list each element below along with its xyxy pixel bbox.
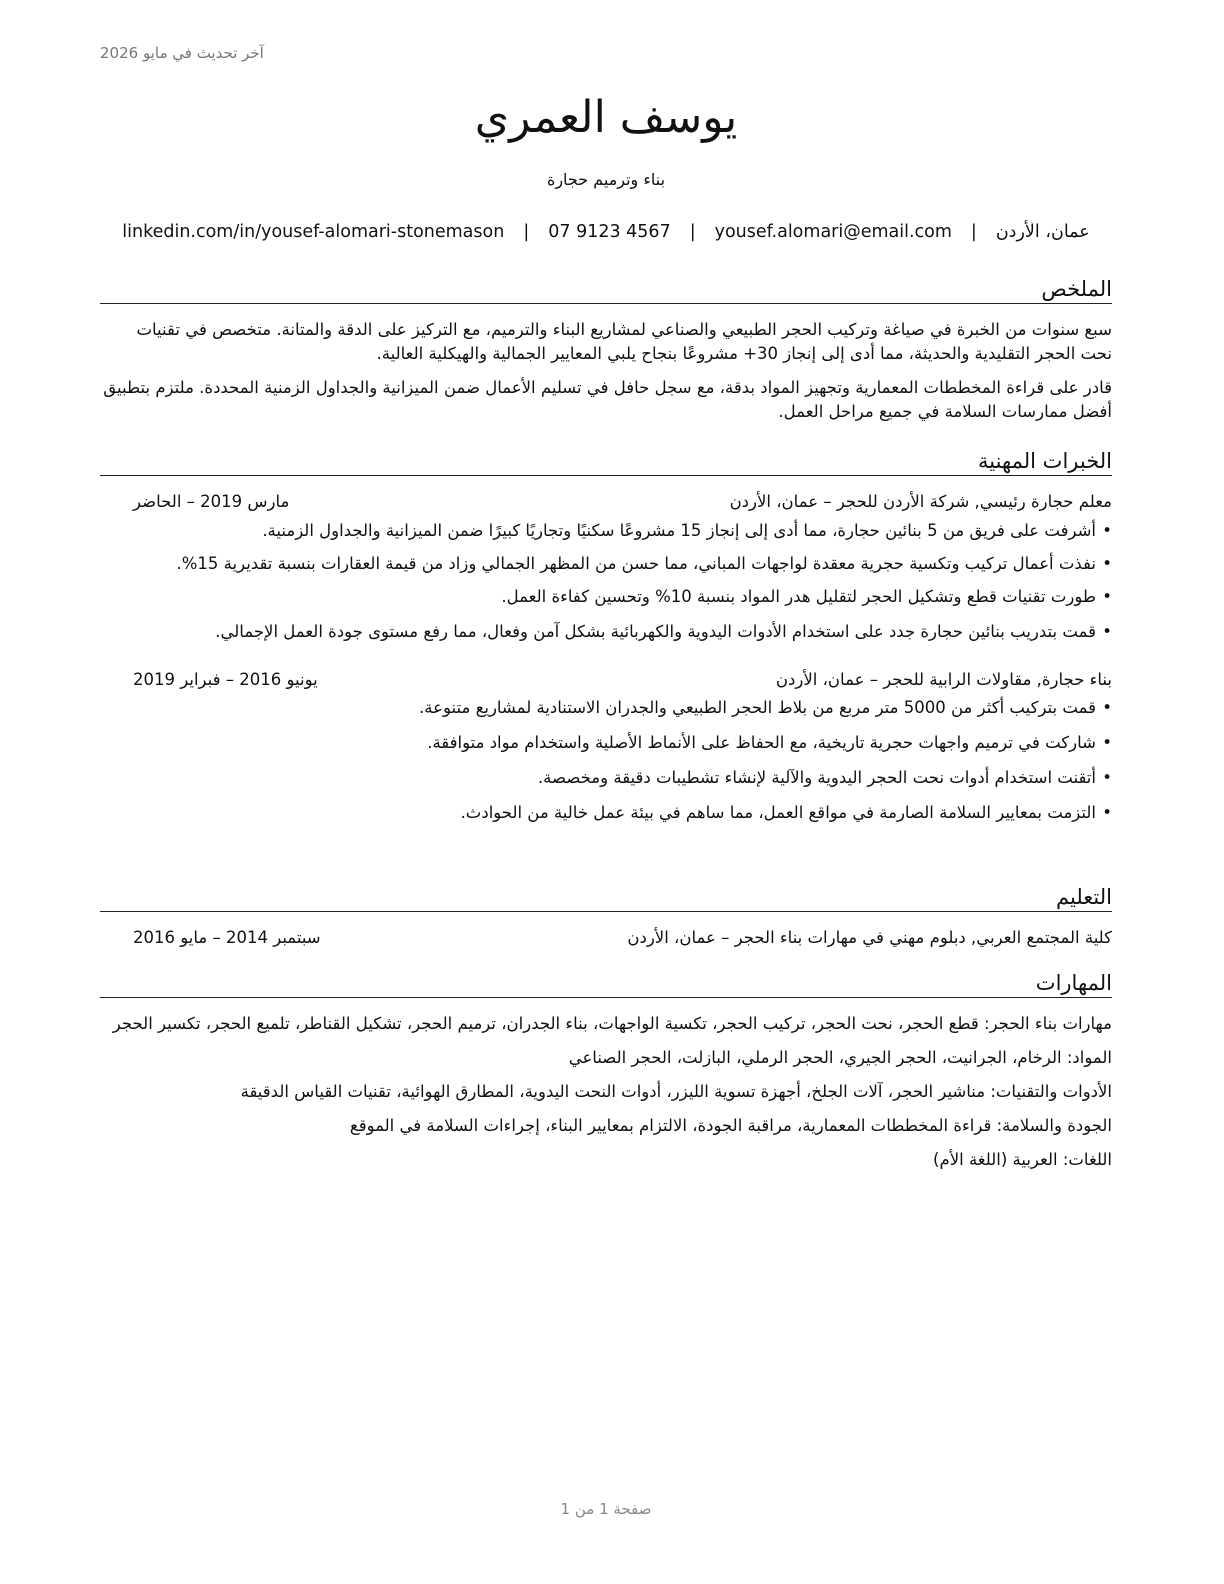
skills-line: اللغات: العربية (اللغة الأم) xyxy=(933,1150,1112,1170)
summary-heading: الملخص xyxy=(100,276,1112,304)
skills-line: المواد: الرخام، الجرانيت، الحجر الجيري، الحجر الرملي، البازلت، الحجر الصناعي xyxy=(568,1048,1112,1068)
contact-email[interactable]: yousef.alomari@email.com xyxy=(714,222,952,242)
experience-heading: الخبرات المهنية xyxy=(100,448,1112,476)
education-school-degree: كلية المجتمع العربي, دبلوم مهني في مهارات بناء الحجر – عمان، الأردن xyxy=(627,928,1112,948)
skills-heading: المهارات xyxy=(100,970,1112,998)
skills-line: الجودة والسلامة: قراءة المخططات المعمارية، مراقبة الجودة، الالتزام بمعايير البناء، إجراءات السلامة في الموقع xyxy=(349,1116,1112,1136)
education-entry xyxy=(100,926,1112,950)
bullet-item: • نفذت أعمال تركيب وتكسية حجرية معقدة لواجهات المباني، مما حسن من المظهر الجمالي وزاد من قيمة العقارات بنسبة تقديرية 15%. xyxy=(100,552,1112,576)
skills-section xyxy=(100,970,1112,1172)
job-dates: يونيو 2016 – فبراير 2019 xyxy=(133,670,318,690)
summary-paragraph: قادر على قراءة المخططات المعمارية وتجهيز المواد بدقة، مع سجل حافل في تسليم الأعمال ضمن الميزانية والجداول الزمنية المحددة. ملتزم بتطبيق أفضل ممارسات السلامة في جميع مراحل العمل. xyxy=(103,378,1112,422)
page-number: صفحة 1 من 1 xyxy=(560,1500,652,1518)
bullet-item: • شاركت في ترميم واجهات حجرية تاريخية، مع الحفاظ على الأنماط الأصلية واستخدام مواد متوافقة. xyxy=(100,731,1112,755)
job-title-company: بناء حجارة, مقاولات الرابية للحجر – عمان، الأردن xyxy=(775,670,1112,690)
experience-section xyxy=(100,448,1112,825)
job-entry xyxy=(100,490,1112,644)
job-header xyxy=(100,668,1112,692)
contact-phone[interactable]: 07 9123 4567 xyxy=(548,222,671,242)
job-title-company: معلم حجارة رئيسي, شركة الأردن للحجر – عمان، الأردن xyxy=(729,492,1112,512)
last-updated-note: آخر تحديث في مايو 2026 xyxy=(100,44,264,62)
bullet-item: • أتقنت استخدام أدوات نحت الحجر اليدوية والآلية لإنشاء تشطيبات دقيقة ومخصصة. xyxy=(100,766,1112,790)
education-section xyxy=(100,884,1112,950)
job-entry xyxy=(100,668,1112,825)
bullet-item: • طورت تقنيات قطع وتشكيل الحجر لتقليل هدر المواد بنسبة 10% وتحسين كفاءة العمل. xyxy=(100,585,1112,609)
bullet-item: • قمت بتدريب بنائين حجارة جدد على استخدام الأدوات اليدوية والكهربائية بشكل آمن وفعال، مما رفع مستوى جودة العمل الإجمالي. xyxy=(100,620,1112,644)
education-heading: التعليم xyxy=(100,884,1112,912)
contact-separator: | xyxy=(970,222,977,242)
candidate-name: يوسف العمري xyxy=(474,92,738,143)
skills-line: الأدوات والتقنيات: مناشير الحجر، آلات الجلخ، أجهزة تسوية الليزر، أدوات النحت اليدوية، المطارق الهوائية، تقنيات القياس الدقيقة xyxy=(240,1082,1112,1102)
job-dates: مارس 2019 – الحاضر xyxy=(133,492,290,512)
candidate-title: بناء وترميم حجارة xyxy=(546,170,666,189)
education-dates: سبتمبر 2014 – مايو 2016 xyxy=(133,928,321,948)
bullet-item: • التزمت بمعايير السلامة الصارمة في مواقع العمل، مما ساهم في بيئة عمل خالية من الحوادث. xyxy=(100,801,1112,825)
job-bullets xyxy=(100,696,1112,825)
bullet-item: • أشرفت على فريق من 5 بنائين حجارة، مما أدى إلى إنجاز 15 مشروعًا سكنيًا وتجاريًا كبيرًا ضمن الميزانية والجداول الزمنية. xyxy=(100,519,1112,543)
job-bullets xyxy=(100,519,1112,644)
resume-page xyxy=(100,0,1112,1584)
contact-separator: | xyxy=(689,222,696,242)
contact-line xyxy=(100,222,1112,242)
job-header xyxy=(100,490,1112,514)
bullet-item: • قمت بتركيب أكثر من 5000 متر مربع من بلاط الحجر الطبيعي والجدران الاستنادية لمشاريع متنوعة. xyxy=(100,696,1112,720)
skills-line: مهارات بناء الحجر: قطع الحجر، نحت الحجر، تركيب الحجر، تكسية الواجهات، بناء الجدران، ترميم الحجر، تشكيل القناطر، تلميع الحجر، تكسير الحجر xyxy=(112,1014,1112,1034)
contact-linkedin[interactable]: linkedin.com/in/yousef-alomari-stonemason xyxy=(122,222,505,242)
contact-separator: | xyxy=(523,222,530,242)
contact-location: عمان، الأردن xyxy=(995,222,1090,242)
summary-section xyxy=(100,276,1112,424)
summary-paragraph: سبع سنوات من الخبرة في صياغة وتركيب الحجر الطبيعي والصناعي لمشاريع البناء والترميم، مع التركيز على الدقة والمتانة. متخصص في تقنيات نحت الحجر التقليدية والحديثة، مما أدى إلى إنجاز 30+ مشروعًا بنجاح يلبي المعايير الجمالية والهيكلية العالية. xyxy=(136,320,1112,364)
